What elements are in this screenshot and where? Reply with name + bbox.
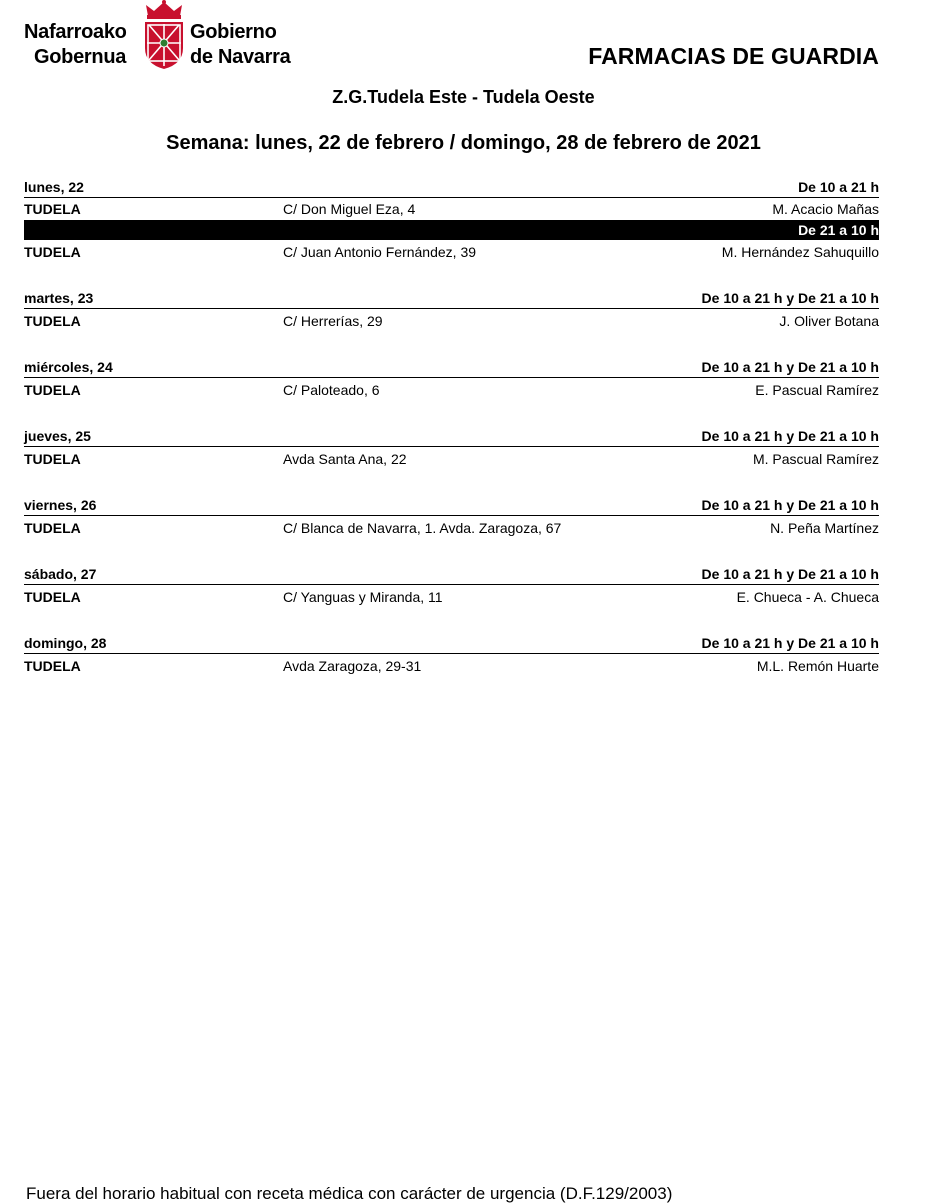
pharmacist: E. Pascual Ramírez	[755, 382, 879, 398]
day-header	[24, 357, 879, 378]
pharmacist: N. Peña Martínez	[770, 520, 879, 536]
pharmacist: M.L. Remón Huarte	[756, 658, 879, 674]
night-hours-label: De 21 a 10 h	[798, 222, 879, 238]
town: TUDELA	[24, 451, 81, 467]
pharmacy-row	[24, 585, 879, 609]
address: C/ Don Miguel Eza, 4	[283, 201, 416, 217]
hours-label: De 10 a 21 h y De 21 a 10 h	[701, 635, 879, 651]
navarra-coat-of-arms-icon	[139, 0, 189, 70]
pharmacy-row	[24, 198, 879, 220]
address: C/ Yanguas y Miranda, 11	[283, 589, 443, 605]
hours-label: De 10 a 21 h y De 21 a 10 h	[701, 359, 879, 375]
logo-spanish-line2: de Navarra	[190, 46, 291, 68]
town: TUDELA	[24, 382, 81, 398]
pharmacy-row	[24, 516, 879, 540]
day-label: miércoles, 24	[24, 359, 113, 375]
pharmacy-row	[24, 447, 879, 471]
day-header	[24, 495, 879, 516]
pharmacist: M. Hernández Sahuquillo	[721, 244, 879, 260]
day-header	[24, 177, 879, 198]
address: Avda Santa Ana, 22	[283, 451, 407, 467]
day-label: lunes, 22	[24, 179, 84, 195]
day-label: martes, 23	[24, 290, 94, 306]
day-header	[24, 564, 879, 585]
pharmacy-row	[24, 309, 879, 333]
hours-label: De 10 a 21 h	[798, 179, 879, 195]
day-label: domingo, 28	[24, 635, 107, 651]
footer-note: Fuera del horario habitual con receta médica con carácter de urgencia (D.F.129/2003)	[26, 1184, 673, 1203]
address: C/ Juan Antonio Fernández, 39	[283, 244, 477, 260]
logo-spanish-line1: Gobierno	[190, 21, 277, 43]
address: C/ Paloteado, 6	[283, 382, 380, 398]
day-header	[24, 633, 879, 654]
town: TUDELA	[24, 589, 81, 605]
town: TUDELA	[24, 520, 81, 536]
government-logo	[24, 0, 304, 72]
town: TUDELA	[24, 313, 81, 329]
day-label: sábado, 27	[24, 566, 97, 582]
document-title: FARMACIAS DE GUARDIA	[588, 43, 879, 69]
hours-label: De 10 a 21 h y De 21 a 10 h	[701, 497, 879, 513]
town: TUDELA	[24, 244, 81, 260]
hours-label: De 10 a 21 h y De 21 a 10 h	[701, 290, 879, 306]
pharmacy-row	[24, 654, 879, 678]
pharmacy-schedule-table	[24, 177, 879, 678]
town: TUDELA	[24, 658, 81, 674]
night-shift-bar	[24, 220, 879, 240]
address: Avda Zaragoza, 29-31	[283, 658, 422, 674]
logo-basque-line2: Gobernua	[34, 46, 127, 68]
pharmacist: E. Chueca - A. Chueca	[736, 589, 879, 605]
health-zone-title: Z.G.Tudela Este - Tudela Oeste	[332, 87, 595, 107]
pharmacy-row	[24, 240, 879, 264]
pharmacy-row	[24, 378, 879, 402]
day-label: viernes, 26	[24, 497, 97, 513]
day-header	[24, 426, 879, 447]
logo-basque-line1: Nafarroako	[24, 21, 127, 43]
address: C/ Herrerías, 29	[283, 313, 383, 329]
hours-label: De 10 a 21 h y De 21 a 10 h	[701, 566, 879, 582]
day-label: jueves, 25	[24, 428, 91, 444]
hours-label: De 10 a 21 h y De 21 a 10 h	[701, 428, 879, 444]
pharmacist: M. Acacio Mañas	[772, 201, 879, 217]
week-range: Semana: lunes, 22 de febrero / domingo, 28 de febrero de 2021	[166, 132, 761, 154]
address: C/ Blanca de Navarra, 1. Avda. Zaragoza, 67	[283, 520, 562, 536]
pharmacist: M. Pascual Ramírez	[752, 451, 879, 467]
town: TUDELA	[24, 201, 81, 217]
pharmacist: J. Oliver Botana	[779, 313, 879, 329]
day-header	[24, 288, 879, 309]
